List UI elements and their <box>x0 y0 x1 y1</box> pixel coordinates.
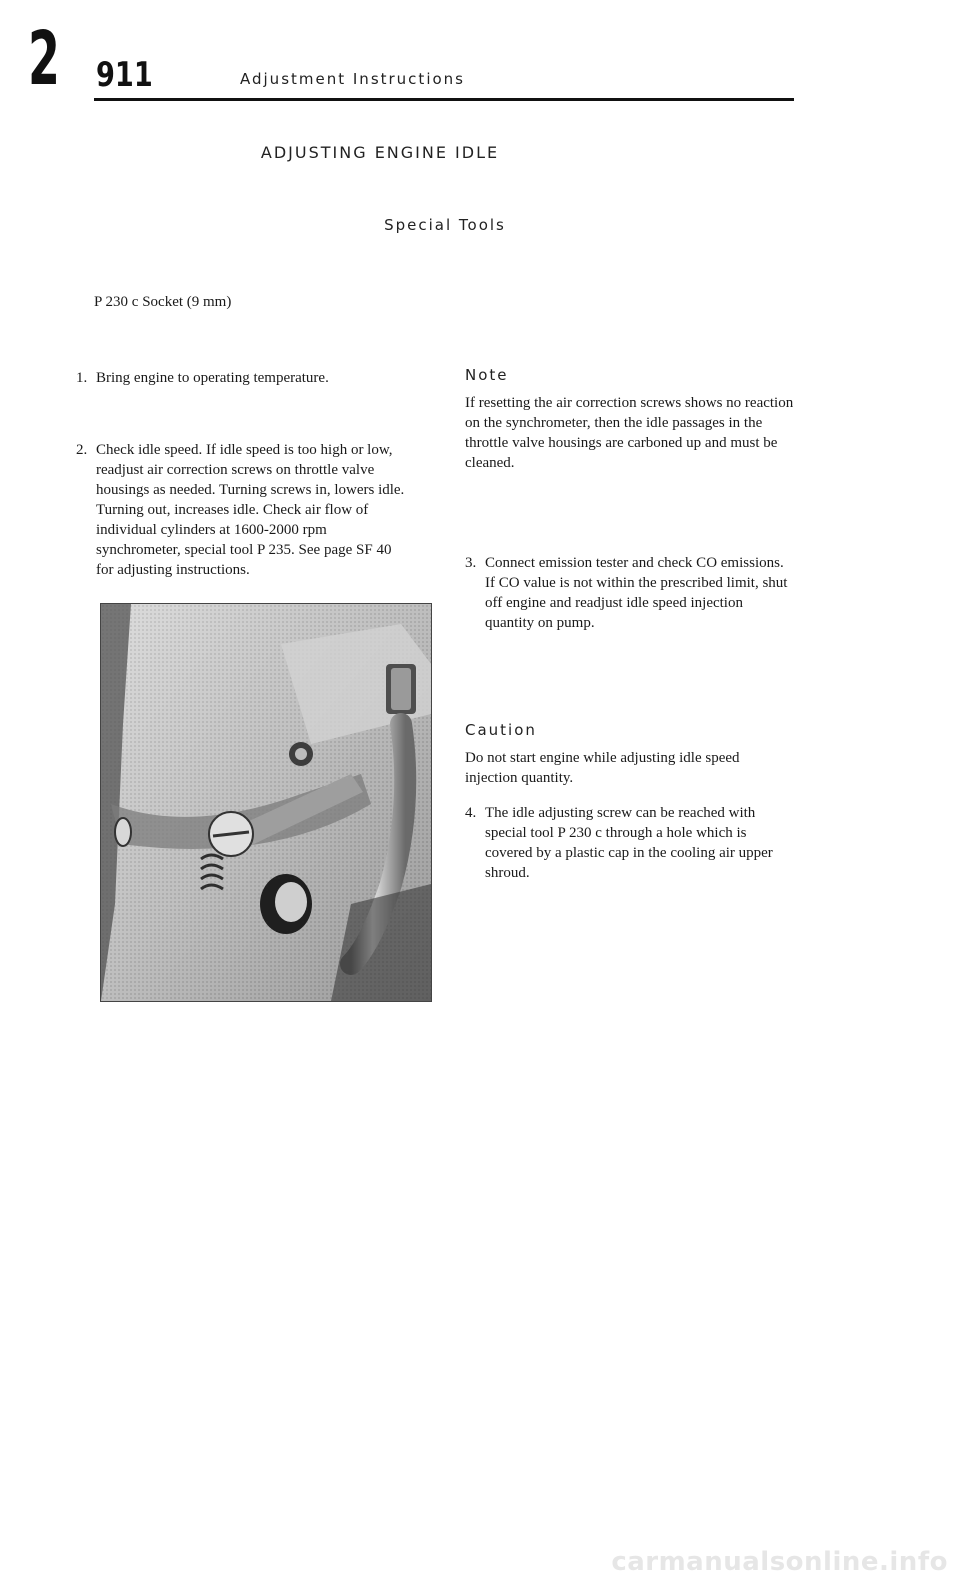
header-rule <box>94 98 794 101</box>
step-2 <box>76 440 406 580</box>
step-number: 4. <box>465 805 477 821</box>
step-number: 2. <box>76 442 88 458</box>
throttle-housing-illustration <box>101 604 431 1001</box>
engine-photo <box>100 603 432 1002</box>
step-text: The idle adjusting screw can be reached with special tool P 230 c through a hole which is covered by a plastic cap in the cooling air upper shroud. <box>485 805 773 881</box>
section-number: 2 <box>28 16 60 102</box>
page-title: ADJUSTING ENGINE IDLE <box>260 143 500 162</box>
special-tool-item: P 230 c Socket (9 mm) <box>94 294 232 310</box>
step-number: 1. <box>76 370 88 386</box>
note-text: If resetting the air correction screws shows no reaction on the synchrometer, then the idle passages in the throttle valve housings are carboned up and must be cleaned. <box>465 395 794 471</box>
step-1 <box>76 368 411 388</box>
note-heading: Note <box>465 366 509 384</box>
step-text: Bring engine to operating temperature. <box>96 370 329 386</box>
step-text: Check idle speed. If idle speed is too high or low, readjust air correction screws on throttle valve housings as needed. Turning screws in, lowers idle. Turning out, increases idle. Check air flow of individual cylinders at 1600-2000 rpm synchrometer, special tool P 235. See page SF 40 for adjusting instructions. <box>96 442 405 578</box>
model-name: 911 <box>96 55 153 95</box>
step-number: 3. <box>465 555 477 571</box>
step-4 <box>465 803 795 883</box>
caution-heading: Caution <box>465 721 537 739</box>
step-3 <box>465 553 795 633</box>
watermark-text: carmanualsonline.info <box>611 1547 948 1577</box>
step-text: Connect emission tester and check CO emissions. If CO value is not within the prescribed limit, shut off engine and readjust idle speed injection quantity on pump. <box>485 555 788 631</box>
running-title: Adjustment Instructions <box>240 70 465 88</box>
special-tools-heading: Special Tools <box>384 216 506 234</box>
caution-text: Do not start engine while adjusting idle speed injection quantity. <box>465 750 740 786</box>
